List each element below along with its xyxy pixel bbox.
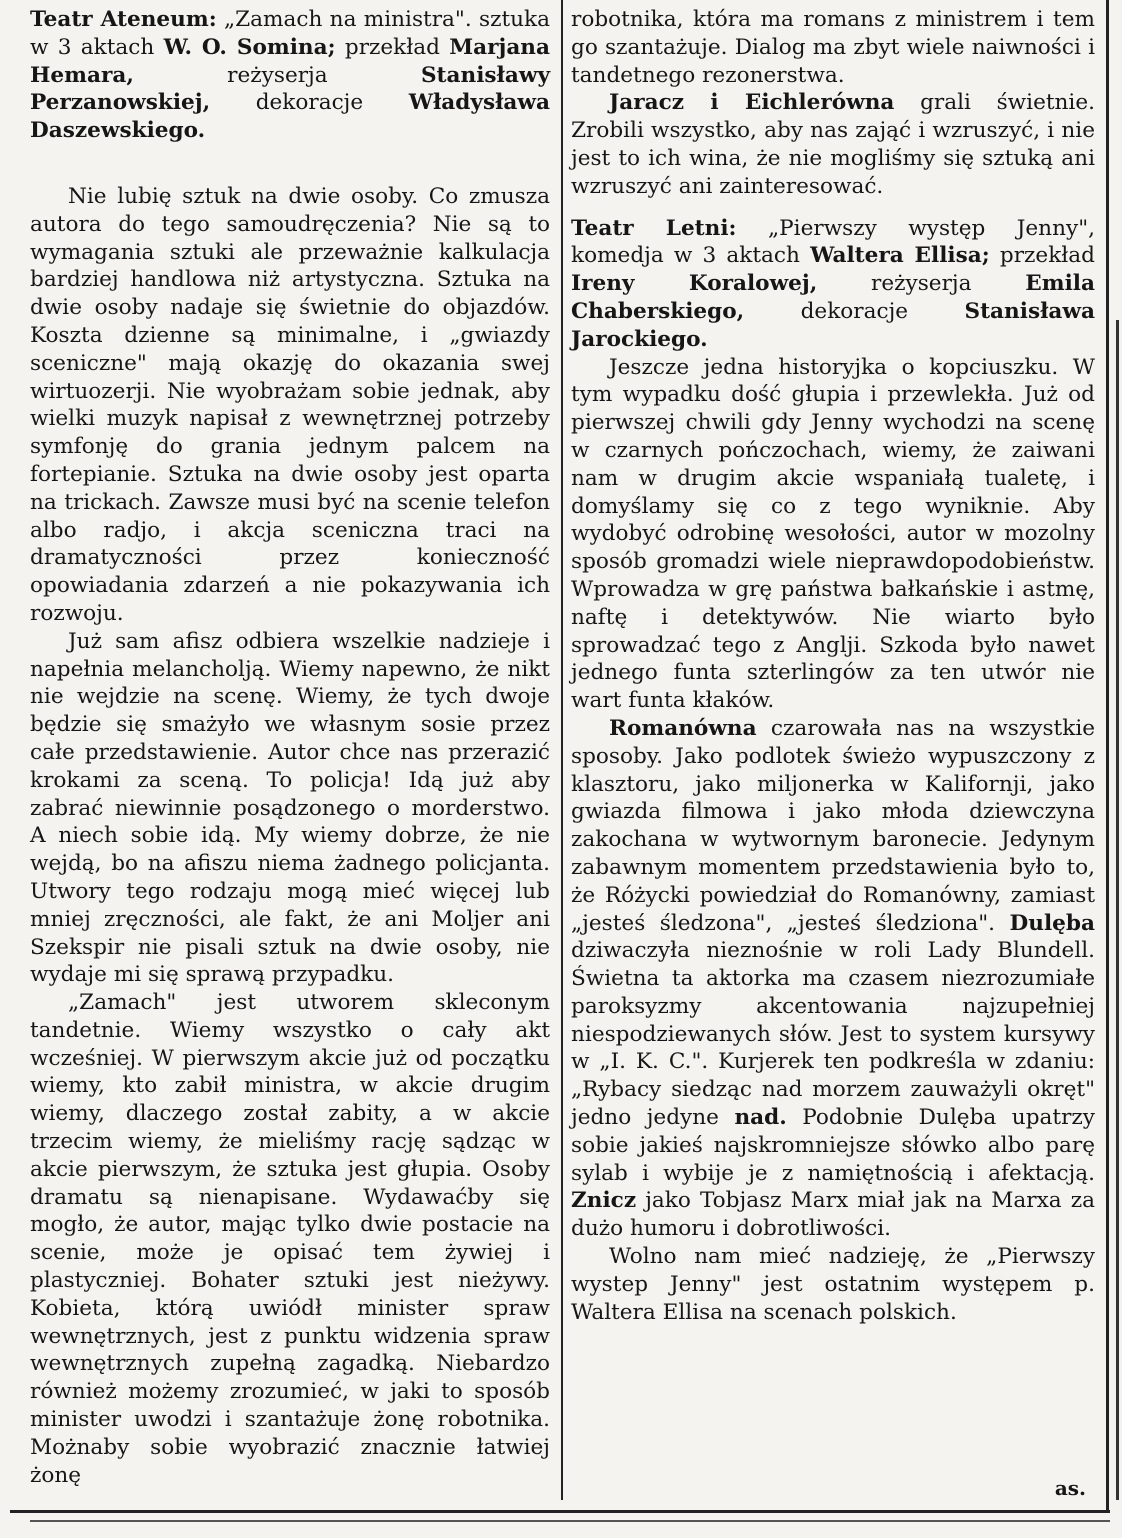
column-divider — [561, 0, 563, 1500]
right-column — [571, 6, 1095, 1326]
paragraph: Jeszcze jedna historyjka o kopciuszku. W tym wypadku dość głupia i przewlekła. Już od pierwszej chwili gdy Jenny wychodzi na scenę w czarnych pończochach, wiemy, że zaiwani nam w drugim akcie wspaniałą tualetę, i domyślamy się co z tego wyniknie. Aby wydobyć odrobinę wesołości, autor w mozolny sposób gromadzi wiele nieprawdopodobieństw. Wprowadza w grę państwa bałkańskie i astmę, naftę i detektywów. Nie wiarto było sprowadzać tego z Anglji. Szkoda było nawet jednego funta szterlingów za ten utwór nie wart funta kłaków. — [571, 354, 1095, 714]
paragraph: Już sam afisz odbiera wszelkie nadzieje i napełnia melancholją. Wiemy napewno, że nikt nie wejdzie na scenę. Wiemy, że tych dwoje będzie się smażyło we własnym sosie przez całe przedstawienie. Autor chce nas przerazić krokami za sceną. To policja! Idą już aby zabrać niewinnie posądzonego o morderstwo. A niech sobie idą. My wiemy dobrze, że nie wejdą, bo na afiszu niema żadnego policjanta. Utwory tego rodzaju mogą mieć więcej lub mniej zręczności, ale fakt, że ani Moljer ani Szekspir nie pisali sztuk na dwie osoby, nie wydaje mi się sprawą przypadku. — [30, 628, 550, 988]
paragraph-continuation: robotnika, która ma romans z ministrem i tem go szantażuje. Dialog ma zbyt wiele naiwności i tandetnego rezonerstwa. — [571, 7, 1095, 88]
director-name: Stanisławy Perzanowskiej, — [30, 62, 550, 116]
bottom-rule-secondary — [30, 1520, 1110, 1522]
translator-name: Ireny Koralowej, — [571, 271, 818, 297]
paragraph: Nie lubię sztuk na dwie osoby. Co zmusza autora do tego samoudręczenia? Nie są to wymagania sztuki ale przeważnie kalkulacja bardziej handlowa niż artystyczna. Sztuka na dwie osoby nadaje się świetnie do objazdów. Koszta dzienne są minimalne, i „gwiazdy sceniczne" mają okazję do okazania swej wirtuozerji. Nie wyobrażam sobie jednak, aby wielki muzyk napisał z wewnętrznej potrzeby symfonję do grania jednym palcem na fortepianie. Sztuka na dwie osoby jest oparta na trickach. Zawsze musi być na scenie telefon albo radjo, i akcja sceniczna traci na dramatyczności przez konieczność opowiadania zdarzeń a nie pokazywania ich rozwoju. — [30, 183, 550, 626]
right-border-line — [1106, 0, 1109, 1510]
author-name: Waltera Ellisa; — [810, 243, 990, 269]
actor-name: Dulęba — [1009, 910, 1095, 936]
actor-name: Romanówna — [609, 715, 757, 741]
paragraph: „Zamach" jest utworem skleconym tandetnie. Wiemy wszystko o cały akt wcześniej. W pierwszym akcie już od początku wiemy, kto zabił ministra, w akcie drugim wiemy, dlaczego został zabity, a w akcie trzecim wiemy, że mieliśmy rację sądząc w akcie pierwszym, że sztuka jest głupia. Osoby dramatu są nienapisane. Wydawaćby się mogło, że autor, mając tylko dwie postacie na scenie, może je opisać tem żywiej i plastyczniej. Bohater sztuki jest nieżywy. Kobieta, którą uwiódł minister spraw wewnętrznych, jest z punktu widzenia spraw wewnętrznych zupełną zagadką. Niebardzo również możemy zrozumieć, w jaki to sposób minister uwodzi i szantażuje żonę robotnika. Możnaby sobie wyobrazić znacznie łatwiej żonę — [30, 990, 550, 1488]
paragraph: Jaracz i Eichlerówna grali świetnie. Zrobili wszystko, aby nas zająć i wzruszyć, i nie jest to ich wina, że nie mogliśmy się sztuką ani wzruszyć ani zainteresować. — [571, 90, 1095, 199]
paragraph: Romanówna czarowała nas na wszystkie sposoby. Jako podlotek świeżo wypuszczony z klasztoru, jako miljonerka w Kalifornji, jako gwiazda filmowa i jako młoda dziewczyna zakochana w wytwornym baronecie. Jedynym zabawnym momentem przedstawienia było to, że Różycki powiedział do Romanówny, zamiast „jesteś śledzona", „jesteś śledziona". Dulęba dziwaczyła nieznośnie w roli Lady Blundell. Świetna ta aktorka ma czasem niezrozumiałe paroksyzmy akcentowania najzupełniej niespodziewanych słów. Jest to system kursywy w „I. K. C.". Kurjerek ten podkreśla w zdaniu: „Rybacy siedząc nad morzem zauważyli okręt" jedno jedyne nad. Podobnie Dulęba upatrzy sobie jakieś najskromniejsze słówko albo parę sylab i wybije je z namiętnością i afektacją. Znicz jako Tobjasz Marx miał jak na Marxa za dużo humoru i dobrotliwości. — [571, 715, 1095, 1242]
designer-name: Władysława Daszewskiego. — [30, 90, 550, 144]
actor-names: Jaracz i Eichlerówna — [609, 90, 895, 116]
director-name: Emila Chaberskiego, — [571, 271, 1095, 324]
review-heading-letni: Teatr Letni: „Pierwszy występ Jenny", komedja w 3 aktach Waltera Ellisa; przekład Ireny Koralowej, reżyserja Emila Chaberskiego, dekoracje Stanisława Jarockiego. — [571, 215, 1095, 352]
author-name: W. O. Somina; — [163, 34, 336, 60]
bottom-rule — [10, 1510, 1110, 1513]
theatre-name: Teatr Ateneum: — [30, 7, 217, 32]
designer-name: Stanisława Jarockiego. — [571, 298, 1095, 352]
left-column — [30, 6, 550, 1489]
emphasized-word: nad. — [734, 1105, 787, 1131]
review-heading-ateneum: Teatr Ateneum: „Zamach na ministra". sztuka w 3 aktach W. O. Somina; przekład Marjana Hemara, reżyserja Stanisławy Perzanowskiej, dekoracje Władysława Daszewskiego. — [30, 7, 551, 144]
actor-name: Znicz — [571, 1188, 637, 1214]
translator-name: Marjana Hemara, — [30, 34, 551, 88]
author-signature: as. — [1054, 1476, 1086, 1500]
outer-border-line — [1116, 320, 1119, 1500]
paragraph: Wolno nam mieć nadzieję, że „Pierwszy wystep Jenny" jest ostatnim występem p. Waltera Ellisa na scenach polskich. — [571, 1244, 1095, 1325]
theatre-name: Teatr Letni: — [571, 215, 737, 241]
